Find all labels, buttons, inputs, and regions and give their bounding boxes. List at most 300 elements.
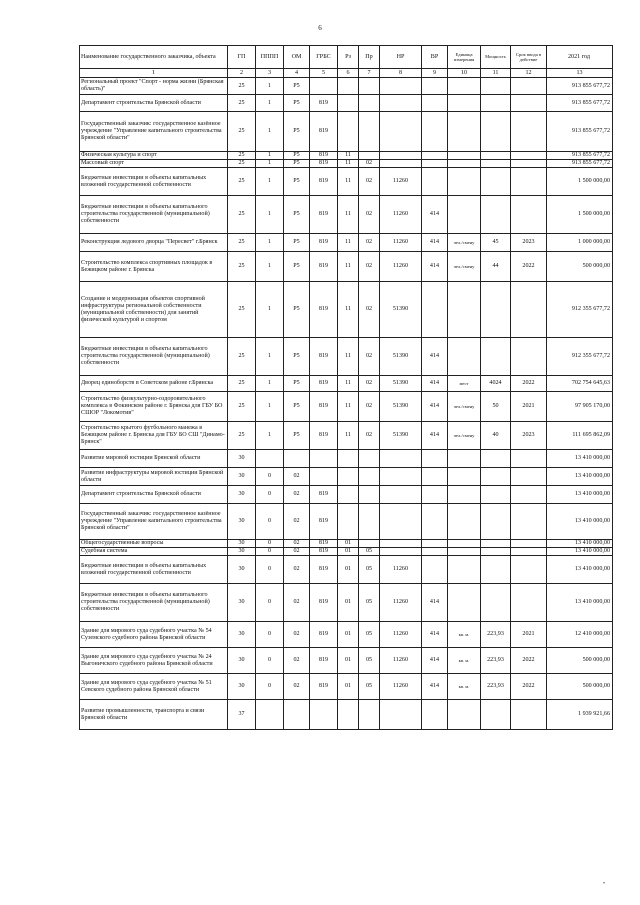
cell-grbs: 819 [310, 234, 338, 252]
cell-name: Дворец единоборств в Советском районе г.Брянска [80, 376, 228, 392]
column-number: 5 [310, 69, 338, 78]
cell-nr [380, 152, 422, 160]
header-cell: ПППП [256, 46, 284, 69]
cell-name: Общегосударственные вопросы [80, 540, 228, 548]
cell-amount: 13 410 000,00 [547, 450, 613, 468]
cell-rz: 11 [338, 152, 359, 160]
cell-gp: 30 [228, 648, 256, 674]
cell-cap [481, 160, 511, 168]
cell-pr: 02 [359, 234, 380, 252]
cell-term [511, 338, 547, 376]
cell-nr: 51390 [380, 282, 422, 338]
page-number: 6 [318, 24, 322, 32]
cell-gp: 30 [228, 504, 256, 540]
cell-gp: 30 [228, 584, 256, 622]
cell-pr: 02 [359, 168, 380, 196]
cell-pr: 02 [359, 160, 380, 168]
cell-amount: 13 410 000,00 [547, 486, 613, 504]
cell-vr [422, 468, 448, 486]
cell-pp: 0 [256, 504, 284, 540]
column-number: 2 [228, 69, 256, 78]
cell-unit [448, 556, 481, 584]
cell-grbs: 819 [310, 622, 338, 648]
cell-cap: 223,93 [481, 648, 511, 674]
cell-term [511, 196, 547, 234]
cell-nr: 11260 [380, 584, 422, 622]
cell-pr: 05 [359, 622, 380, 648]
cell-pp: 1 [256, 282, 284, 338]
cell-pr: 02 [359, 422, 380, 450]
cell-nr [380, 548, 422, 556]
cell-nr: 11260 [380, 556, 422, 584]
cell-om [284, 450, 310, 468]
cell-pp [256, 450, 284, 468]
cell-rz: 01 [338, 548, 359, 556]
cell-gp: 25 [228, 234, 256, 252]
cell-grbs [310, 700, 338, 730]
cell-vr [422, 504, 448, 540]
cell-grbs: 819 [310, 540, 338, 548]
cell-pr: 02 [359, 252, 380, 282]
cell-nr [380, 540, 422, 548]
cell-unit [448, 160, 481, 168]
cell-grbs: 819 [310, 160, 338, 168]
table-row [80, 376, 613, 392]
cell-nr [380, 504, 422, 540]
cell-gp: 30 [228, 540, 256, 548]
cell-grbs: 819 [310, 152, 338, 160]
cell-name: Развитие промышленности, транспорта и связи Брянской области [80, 700, 228, 730]
cell-om: P5 [284, 234, 310, 252]
cell-pp: 0 [256, 584, 284, 622]
cell-grbs: 819 [310, 376, 338, 392]
cell-pr: 02 [359, 338, 380, 376]
cell-om: 02 [284, 556, 310, 584]
cell-rz [338, 700, 359, 730]
cell-name: Массовый спорт [80, 160, 228, 168]
cell-amount: 111 695 862,09 [547, 422, 613, 450]
cell-pr [359, 468, 380, 486]
column-number: 7 [359, 69, 380, 78]
cell-rz: 01 [338, 556, 359, 584]
cell-amount: 13 410 000,00 [547, 540, 613, 548]
table-row [80, 234, 613, 252]
cell-nr [380, 112, 422, 152]
cell-name: Государственный заказчик: государственное казённое учреждение "Управление капитального строительства Брянской области" [80, 504, 228, 540]
cell-unit [448, 450, 481, 468]
cell-cap [481, 556, 511, 584]
cell-term [511, 168, 547, 196]
cell-rz [338, 78, 359, 95]
cell-pp: 0 [256, 540, 284, 548]
cell-om: P5 [284, 196, 310, 234]
cell-cap: 45 [481, 234, 511, 252]
cell-rz: 01 [338, 674, 359, 700]
cell-cap: 44 [481, 252, 511, 282]
cell-unit: чел./смену [448, 392, 481, 422]
cell-cap [481, 112, 511, 152]
cell-gp: 25 [228, 95, 256, 112]
cell-unit: кв. м. [448, 648, 481, 674]
cell-vr [422, 160, 448, 168]
cell-term [511, 160, 547, 168]
cell-cap [481, 468, 511, 486]
table-row [80, 252, 613, 282]
table-row [80, 450, 613, 468]
cell-cap: 223,93 [481, 622, 511, 648]
table-row [80, 196, 613, 234]
header-cell: 2021 год [547, 46, 613, 69]
cell-name: Бюджетные инвестиции в объекты капитального строительства государственной (муниципальной) собственности [80, 196, 228, 234]
cell-vr: 414 [422, 196, 448, 234]
header-cell: ГРБС [310, 46, 338, 69]
cell-rz: 01 [338, 584, 359, 622]
cell-amount: 913 855 677,72 [547, 112, 613, 152]
cell-grbs: 819 [310, 252, 338, 282]
table-row [80, 282, 613, 338]
table-row [80, 700, 613, 730]
column-number: 8 [380, 69, 422, 78]
cell-rz [338, 450, 359, 468]
cell-unit [448, 700, 481, 730]
cell-amount: 500 000,00 [547, 648, 613, 674]
cell-nr: 51390 [380, 422, 422, 450]
cell-pp: 1 [256, 78, 284, 95]
cell-pr: 02 [359, 196, 380, 234]
cell-vr: 414 [422, 234, 448, 252]
cell-pp: 1 [256, 152, 284, 160]
cell-pp: 1 [256, 168, 284, 196]
cell-cap: 223,93 [481, 674, 511, 700]
cell-amount: 500 000,00 [547, 252, 613, 282]
cell-pp: 0 [256, 674, 284, 700]
cell-rz: 11 [338, 168, 359, 196]
column-number: 12 [511, 69, 547, 78]
cell-amount: 913 855 677,72 [547, 95, 613, 112]
cell-term [511, 78, 547, 95]
cell-unit [448, 540, 481, 548]
cell-rz: 11 [338, 376, 359, 392]
cell-gp: 30 [228, 450, 256, 468]
cell-pr: 05 [359, 548, 380, 556]
table-row [80, 504, 613, 540]
cell-vr [422, 556, 448, 584]
cell-pp: 1 [256, 160, 284, 168]
cell-vr: 414 [422, 392, 448, 422]
cell-om: P5 [284, 152, 310, 160]
cell-term: 2021 [511, 622, 547, 648]
cell-nr: 11260 [380, 674, 422, 700]
table-row [80, 648, 613, 674]
header-cell: НР [380, 46, 422, 69]
cell-gp: 25 [228, 376, 256, 392]
cell-rz [338, 468, 359, 486]
cell-om: 02 [284, 468, 310, 486]
cell-name: Создание и модернизация объектов спортивной инфраструктуры региональной собственности (муниципальной собственности) для занятий физической культурой и спортом [80, 282, 228, 338]
column-number: 3 [256, 69, 284, 78]
cell-name: Департамент строительства Брянской области [80, 486, 228, 504]
cell-rz: 11 [338, 392, 359, 422]
header-cell: ОМ [284, 46, 310, 69]
cell-gp: 25 [228, 160, 256, 168]
cell-term [511, 584, 547, 622]
table-header-row [80, 46, 613, 69]
cell-term [511, 548, 547, 556]
header-cell: ВР [422, 46, 448, 69]
cell-gp: 30 [228, 486, 256, 504]
cell-pr [359, 152, 380, 160]
cell-pp: 1 [256, 392, 284, 422]
header-cell: Срок ввода в действие [511, 46, 547, 69]
cell-cap [481, 196, 511, 234]
cell-rz: 11 [338, 196, 359, 234]
cell-pp: 1 [256, 95, 284, 112]
cell-grbs: 819 [310, 95, 338, 112]
table-row [80, 422, 613, 450]
cell-name: Строительство крытого футбольного манежа в Бежицком районе г. Брянска для ГБУ БО СШ "Динамо-Брянск" [80, 422, 228, 450]
table-row [80, 338, 613, 376]
cell-pp: 1 [256, 252, 284, 282]
cell-rz: 01 [338, 622, 359, 648]
cell-pp: 0 [256, 548, 284, 556]
cell-amount: 912 355 677,72 [547, 338, 613, 376]
cell-name: Судебная система [80, 548, 228, 556]
cell-gp: 25 [228, 168, 256, 196]
table-row [80, 152, 613, 160]
cell-pr [359, 112, 380, 152]
cell-name: Государственный заказчик: государственное казённое учреждение "Управление капитального строительства Брянской области" [80, 112, 228, 152]
cell-amount: 12 410 000,00 [547, 622, 613, 648]
cell-gp: 30 [228, 548, 256, 556]
table-row [80, 548, 613, 556]
table-body [80, 78, 613, 730]
cell-name: Региональный проект "Спорт - норма жизни (Брянская область)" [80, 78, 228, 95]
cell-rz: 11 [338, 234, 359, 252]
cell-om: 02 [284, 540, 310, 548]
header-cell: ГП [228, 46, 256, 69]
budget-table [79, 45, 613, 730]
cell-pp: 1 [256, 422, 284, 450]
cell-gp: 30 [228, 556, 256, 584]
cell-cap [481, 584, 511, 622]
cell-term: 2022 [511, 252, 547, 282]
cell-rz: 11 [338, 160, 359, 168]
cell-name: Реконструкция ледового дворца "Пересвет" г.Брянск [80, 234, 228, 252]
cell-amount: 912 355 677,72 [547, 282, 613, 338]
cell-om [284, 700, 310, 730]
cell-amount: 702 754 645,63 [547, 376, 613, 392]
cell-unit [448, 282, 481, 338]
cell-name: Строительство комплекса спортивных площадок в Бежицком районе г. Брянска [80, 252, 228, 282]
cell-term: 2022 [511, 376, 547, 392]
cell-term [511, 95, 547, 112]
cell-vr [422, 486, 448, 504]
cell-name: Бюджетные инвестиции в объекты капитальных вложений государственной собственности [80, 168, 228, 196]
cell-nr [380, 468, 422, 486]
cell-amount: 13 410 000,00 [547, 548, 613, 556]
cell-om: 02 [284, 674, 310, 700]
cell-grbs: 819 [310, 112, 338, 152]
cell-term [511, 112, 547, 152]
cell-pp: 1 [256, 112, 284, 152]
cell-term [511, 700, 547, 730]
cell-pp: 1 [256, 196, 284, 234]
cell-om: P5 [284, 112, 310, 152]
cell-om: P5 [284, 252, 310, 282]
cell-om: 02 [284, 648, 310, 674]
cell-unit [448, 548, 481, 556]
cell-gp: 25 [228, 112, 256, 152]
cell-vr: 414 [422, 252, 448, 282]
cell-term [511, 152, 547, 160]
cell-om: P5 [284, 422, 310, 450]
cell-om: P5 [284, 338, 310, 376]
cell-rz [338, 95, 359, 112]
cell-pr [359, 78, 380, 95]
cell-term [511, 540, 547, 548]
cell-pp: 0 [256, 648, 284, 674]
cell-vr [422, 700, 448, 730]
table-row [80, 78, 613, 95]
cell-vr: 414 [422, 674, 448, 700]
cell-amount: 13 410 000,00 [547, 504, 613, 540]
cell-grbs: 819 [310, 504, 338, 540]
cell-term: 2021 [511, 392, 547, 422]
cell-nr [380, 700, 422, 730]
cell-rz: 01 [338, 540, 359, 548]
table-row [80, 486, 613, 504]
table-row [80, 168, 613, 196]
cell-nr: 11260 [380, 196, 422, 234]
header-cell: Рз [338, 46, 359, 69]
cell-amount: 913 855 677,72 [547, 152, 613, 160]
cell-term [511, 486, 547, 504]
cell-vr: 414 [422, 622, 448, 648]
cell-vr [422, 78, 448, 95]
cell-vr [422, 450, 448, 468]
cell-gp: 30 [228, 622, 256, 648]
cell-unit [448, 338, 481, 376]
cell-rz [338, 112, 359, 152]
cell-vr [422, 168, 448, 196]
cell-name: Департамент строительства Брянской области [80, 95, 228, 112]
cell-pr [359, 486, 380, 504]
cell-pp: 1 [256, 338, 284, 376]
cell-grbs [310, 450, 338, 468]
cell-grbs: 819 [310, 548, 338, 556]
table-row [80, 468, 613, 486]
cell-cap: 40 [481, 422, 511, 450]
cell-vr: 414 [422, 584, 448, 622]
cell-name: Бюджетные инвестиции в объекты капитального строительства государственной (муниципальной) собственности [80, 338, 228, 376]
cell-gp: 37 [228, 700, 256, 730]
cell-cap [481, 540, 511, 548]
cell-nr: 11260 [380, 168, 422, 196]
cell-unit [448, 152, 481, 160]
cell-rz: 11 [338, 338, 359, 376]
cell-term [511, 450, 547, 468]
cell-grbs: 819 [310, 196, 338, 234]
cell-amount: 13 410 000,00 [547, 468, 613, 486]
table-row [80, 674, 613, 700]
cell-om: P5 [284, 282, 310, 338]
cell-nr: 11260 [380, 648, 422, 674]
cell-nr: 11260 [380, 234, 422, 252]
cell-rz: 11 [338, 282, 359, 338]
cell-grbs: 819 [310, 338, 338, 376]
cell-pr [359, 540, 380, 548]
cell-grbs [310, 78, 338, 95]
column-number: 10 [448, 69, 481, 78]
column-number: 11 [481, 69, 511, 78]
cell-gp: 25 [228, 78, 256, 95]
cell-nr [380, 78, 422, 95]
cell-vr [422, 152, 448, 160]
cell-om: P5 [284, 95, 310, 112]
cell-nr [380, 486, 422, 504]
cell-pr [359, 450, 380, 468]
cell-amount: 500 000,00 [547, 674, 613, 700]
cell-cap: 4024 [481, 376, 511, 392]
cell-grbs [310, 468, 338, 486]
cell-gp: 25 [228, 152, 256, 160]
cell-cap [481, 338, 511, 376]
cell-nr: 51390 [380, 338, 422, 376]
cell-pr [359, 504, 380, 540]
cell-vr [422, 112, 448, 152]
cell-vr: 414 [422, 376, 448, 392]
cell-rz [338, 486, 359, 504]
cell-cap: 50 [481, 392, 511, 422]
cell-term: 2022 [511, 648, 547, 674]
cell-nr: 11260 [380, 622, 422, 648]
cell-cap [481, 152, 511, 160]
table-row [80, 556, 613, 584]
cell-name: Бюджетные инвестиции в объекты капитальных вложений государственной собственности [80, 556, 228, 584]
cell-vr [422, 282, 448, 338]
cell-name: Развитие инфраструктуры мировой юстиции Брянской области [80, 468, 228, 486]
header-cell: Пр [359, 46, 380, 69]
table-row [80, 95, 613, 112]
column-number: 1 [80, 69, 228, 78]
cell-gp: 25 [228, 422, 256, 450]
cell-cap [481, 282, 511, 338]
cell-pp: 1 [256, 376, 284, 392]
table-row [80, 160, 613, 168]
header-cell: Единица измерения [448, 46, 481, 69]
cell-pp: 0 [256, 622, 284, 648]
column-number: 4 [284, 69, 310, 78]
cell-unit: чел./смену [448, 252, 481, 282]
cell-om: 02 [284, 584, 310, 622]
cell-cap [481, 78, 511, 95]
cell-amount: 913 855 677,72 [547, 160, 613, 168]
table-row [80, 584, 613, 622]
cell-pr: 05 [359, 556, 380, 584]
cell-cap [481, 450, 511, 468]
cell-term: 2023 [511, 234, 547, 252]
cell-grbs: 819 [310, 584, 338, 622]
cell-gp: 25 [228, 338, 256, 376]
cell-pr: 02 [359, 282, 380, 338]
cell-cap [481, 548, 511, 556]
cell-rz [338, 504, 359, 540]
column-number: 9 [422, 69, 448, 78]
cell-grbs: 819 [310, 648, 338, 674]
cell-grbs: 819 [310, 556, 338, 584]
cell-pp [256, 700, 284, 730]
table-row [80, 392, 613, 422]
